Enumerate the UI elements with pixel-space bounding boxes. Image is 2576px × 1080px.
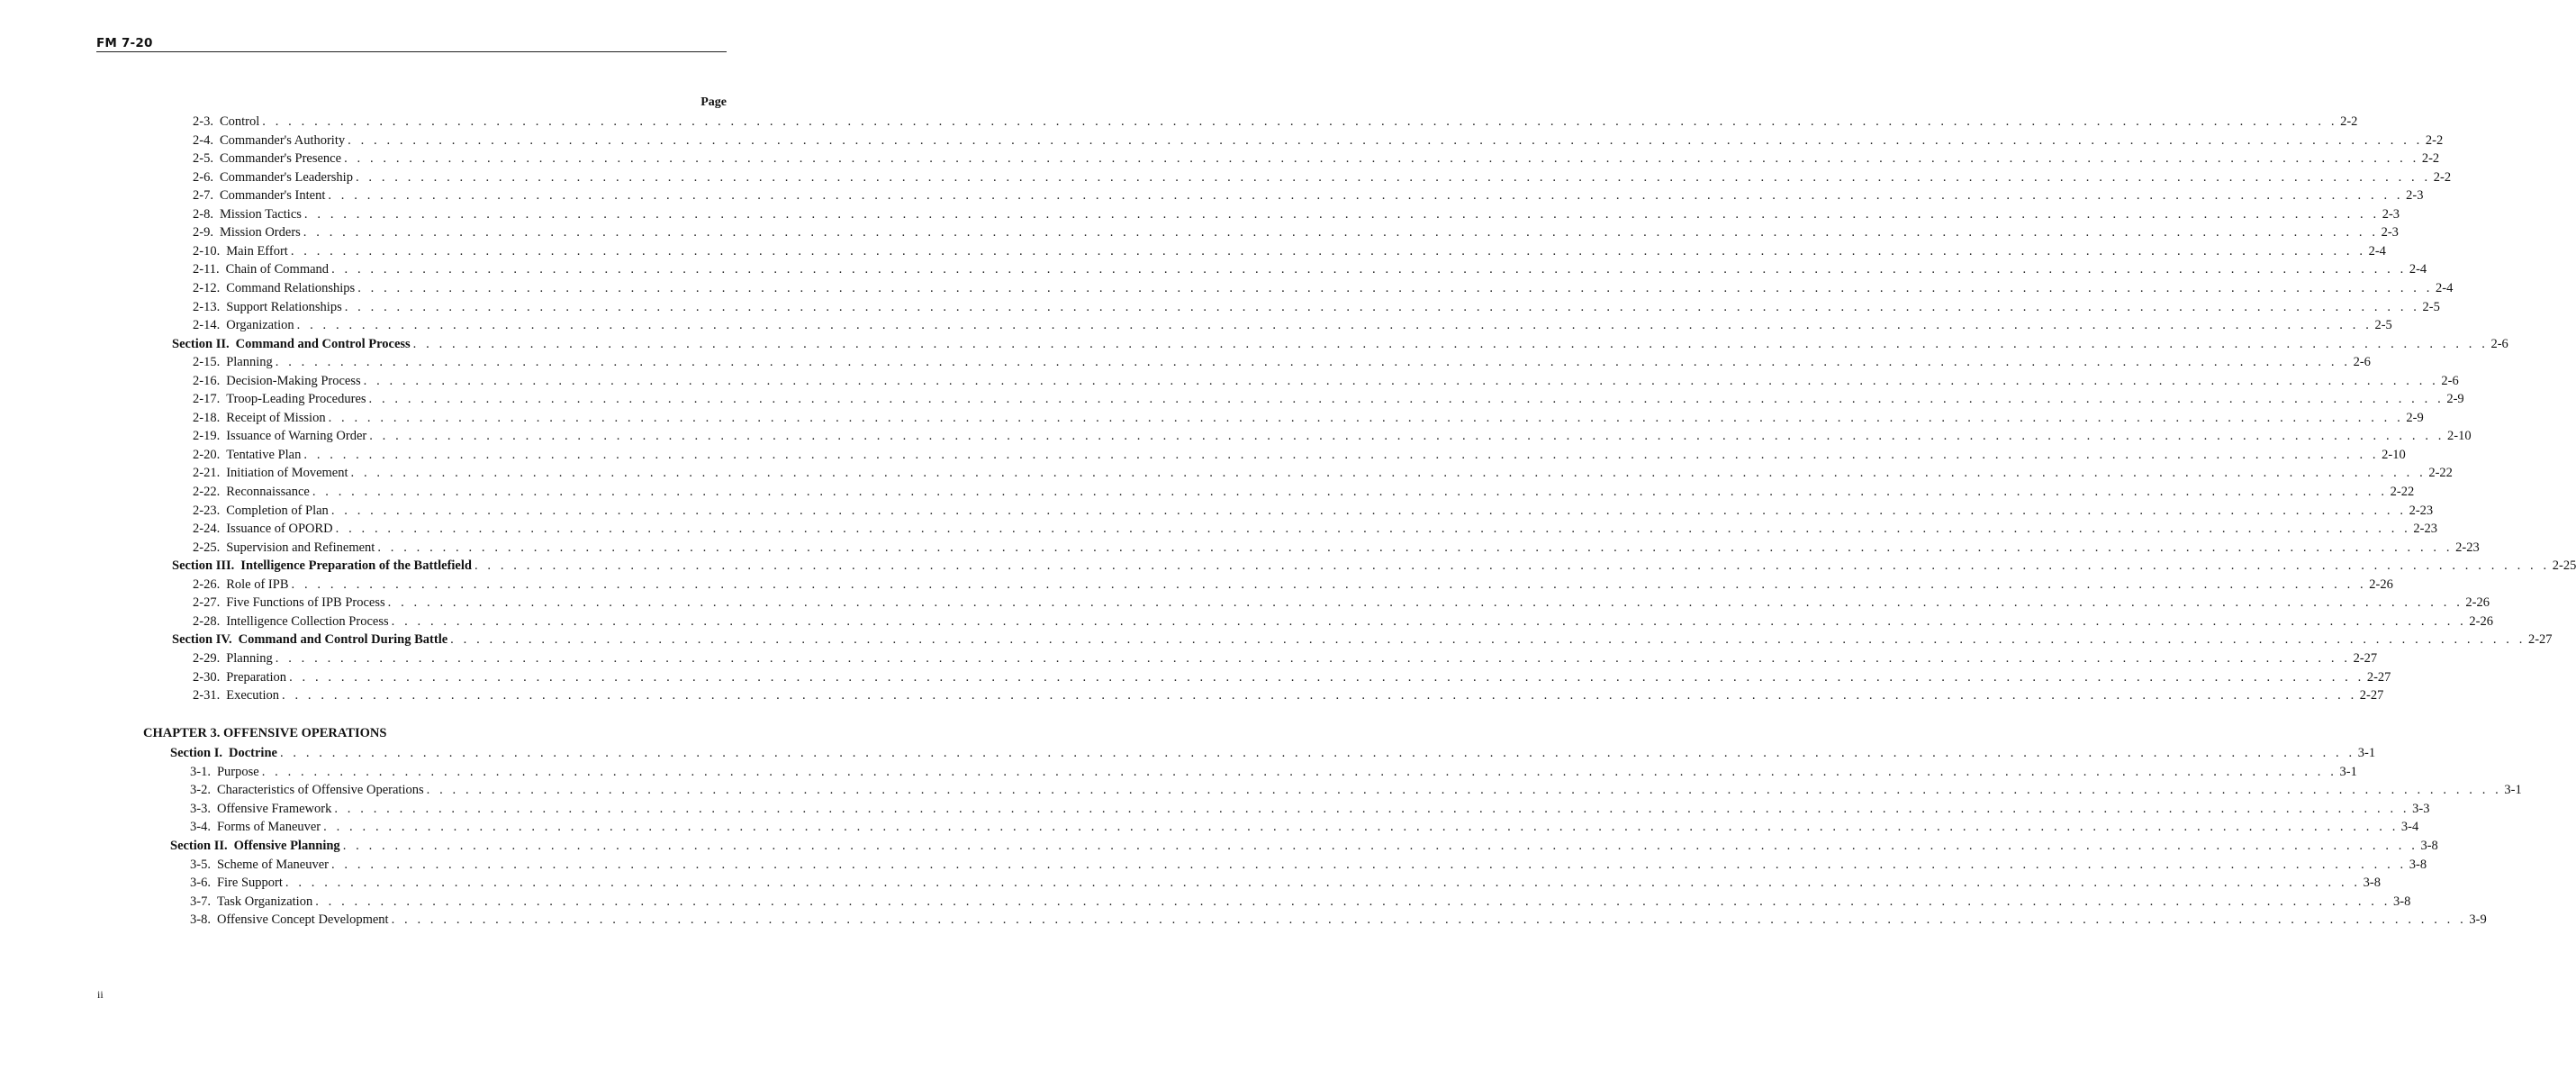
toc-number: 2-23.: [193, 503, 221, 518]
toc-number: 2-17.: [193, 392, 221, 407]
toc-number: 2-21.: [193, 466, 221, 481]
toc-number: 3-6.: [190, 876, 211, 891]
toc-title: Mission Tactics: [219, 206, 302, 222]
toc-number: Section II.: [170, 839, 228, 853]
chapter-heading: CHAPTER 3. OFFENSIVE OPERATIONS: [143, 726, 387, 740]
toc-page-number: 3-8: [2420, 839, 2438, 853]
toc-entry-row: [193, 522, 2437, 540]
toc-page-number: 2-26: [2469, 613, 2493, 629]
toc-number: 2-12.: [193, 280, 221, 295]
toc-entry-row: [193, 613, 2493, 632]
toc-entry-row: [190, 801, 2430, 820]
page-number: ii: [97, 988, 104, 1001]
toc-entry-row: [193, 373, 2459, 392]
dot-leader: . . . . . . . . . . . . . . . . . . . . . . . . . . . . . . . . . . . . . . . . . . . . . . . . . . . . . . . . . . . . . . . . . . . . . . . . . . . . . . . . . . . . . . . . . . . . . . . . . . . . . . . . . . . . . . . . . . . . . . . . . . . . . . . . . . . . . . . . . . . . . . . . . . . . . . . . . . . . . . . .: [312, 485, 2388, 499]
toc-entry-row: [193, 318, 2392, 336]
toc-number: 2-30.: [193, 669, 221, 685]
dot-leader: . . . . . . . . . . . . . . . . . . . . . . . . . . . . . . . . . . . . . . . . . . . . . . . . . . . . . . . . . . . . . . . . . . . . . . . . . . . . . . . . . . . . . . . . . . . . . . . . . . . . . . . . . . . . . . . . . . . . . . . . . . . . . . . . . . . . . . . . . . . . . . . . . . . . . . . . . . . . . . . .: [291, 576, 2367, 592]
toc-entry-row: [190, 894, 2411, 912]
toc-title: Completion of Plan: [226, 503, 329, 518]
toc-number: 2-31.: [193, 688, 221, 703]
toc-number: 2-19.: [193, 429, 221, 444]
toc-number: 2-18.: [193, 410, 221, 425]
toc-entry-row: [193, 447, 2406, 466]
toc-title: Commander's Authority: [219, 132, 346, 148]
toc-entry-row: [193, 114, 2358, 132]
toc-number: 2-8.: [193, 206, 213, 222]
toc-entry-row: [190, 764, 2357, 783]
toc-number: 3-5.: [190, 857, 211, 872]
dot-leader: . . . . . . . . . . . . . . . . . . . . . . . . . . . . . . . . . . . . . . . . . . . . . . . . . . . . . . . . . . . . . . . . . . . . . . . . . . . . . . . . . . . . . . . . . . . . . . . . . . . . . . . . . . . . . . . . . . . . . . . . . . . . . . . . . . . . . . . . . . . . . . . . . . . . . . . . . . . . . . . .: [426, 783, 2502, 798]
toc-page-number: 2-27: [2527, 632, 2553, 648]
toc-page-number: 2-3: [2382, 206, 2400, 222]
toc-page-number: 2-4: [2368, 243, 2386, 259]
dot-leader: . . . . . . . . . . . . . . . . . . . . . . . . . . . . . . . . . . . . . . . . . . . . . . . . . . . . . . . . . . . . . . . . . . . . . . . . . . . . . . . . . . . . . . . . . . . . . . . . . . . . . . . . . . . . . . . . . . . . . . . . . . . . . . . . . . . . . . . . . . . . . . . . . . . . . . . . . . . . . . . .: [334, 801, 2410, 816]
toc-page-number: 2-5: [2422, 299, 2440, 314]
toc-title: Scheme of Maneuver: [216, 857, 329, 872]
toc-page-number: 2-6: [2441, 373, 2459, 388]
toc-number: Section III.: [172, 558, 235, 574]
toc-page-number: 2-3: [2381, 225, 2399, 241]
toc-title: Mission Orders: [219, 225, 301, 241]
toc-number: 2-20.: [193, 447, 221, 462]
dot-leader: . . . . . . . . . . . . . . . . . . . . . . . . . . . . . . . . . . . . . . . . . . . . . . . . . . . . . . . . . . . . . . . . . . . . . . . . . . . . . . . . . . . . . . . . . . . . . . . . . . . . . . . . . . . . . . . . . . . . . . . . . . . . . . . . . . . . . . . . . . . . . . . . . . . . . . . . . . . . . . . .: [348, 132, 2423, 148]
toc-page-number: 2-10: [2382, 447, 2406, 462]
toc-entry-row: [193, 429, 2472, 447]
dot-leader: . . . . . . . . . . . . . . . . . . . . . . . . . . . . . . . . . . . . . . . . . . . . . . . . . . . . . . . . . . . . . . . . . . . . . . . . . . . . . . . . . . . . . . . . . . . . . . . . . . . . . . . . . . . . . . . . . . . . . . . . . . . . . . . . . . . . . . . . . . . . . . . . . . . . . . . . . . . . . . . .: [330, 857, 2407, 872]
toc-title: Decision-Making Process: [226, 373, 361, 388]
dot-leader: . . . . . . . . . . . . . . . . . . . . . . . . . . . . . . . . . . . . . . . . . . . . . . . . . . . . . . . . . . . . . . . . . . . . . . . . . . . . . . . . . . . . . . . . . . . . . . . . . . . . . . . . . . . . . . . . . . . . . . . . . . . . . . . . . . . . . . . . . . . . . . . . . . . . . . . . . . . . . . . .: [342, 839, 2418, 853]
toc-page-number: 2-6: [2353, 355, 2371, 370]
toc-page-number: 3-8: [2392, 894, 2411, 909]
toc-section-row: [170, 746, 2376, 764]
toc-title: Issuance of OPORD: [226, 522, 333, 537]
toc-entry-row: [193, 206, 2400, 225]
toc-title: Support Relationships: [226, 299, 342, 314]
page-column-label: Page: [700, 95, 727, 109]
toc-entry-row: [193, 355, 2371, 373]
toc-title: Offensive Framework: [216, 801, 332, 816]
dot-leader: . . . . . . . . . . . . . . . . . . . . . . . . . . . . . . . . . . . . . . . . . . . . . . . . . . . . . . . . . . . . . . . . . . . . . . . . . . . . . . . . . . . . . . . . . . . . . . . . . . . . . . . . . . . . . . . . . . . . . . . . . . . . . . . . . . . . . . . . . . . . . . . . . . . . . . . . . . . . . . . .: [391, 912, 2467, 928]
dot-leader: . . . . . . . . . . . . . . . . . . . . . . . . . . . . . . . . . . . . . . . . . . . . . . . . . . . . . . . . . . . . . . . . . . . . . . . . . . . . . . . . . . . . . . . . . . . . . . . . . . . . . . . . . . . . . . . . . . . . . . . . . . . . . . . . . . . . . . . . . . . . . . . . . . . . . . . . . . . . . . . .: [387, 595, 2463, 611]
toc-number: 2-22.: [193, 485, 221, 499]
toc-number: 2-13.: [193, 299, 221, 314]
toc-page-number: 2-26: [2465, 595, 2490, 611]
toc-section-row: [172, 558, 2576, 576]
dot-leader: . . . . . . . . . . . . . . . . . . . . . . . . . . . . . . . . . . . . . . . . . . . . . . . . . . . . . . . . . . . . . . . . . . . . . . . . . . . . . . . . . . . . . . . . . . . . . . . . . . . . . . . . . . . . . . . . . . . . . . . . . . . . . . . . . . . . . . . . . . . . . . . . . . . . . . . . . . . . . . . .: [315, 894, 2391, 909]
toc-title: Main Effort: [226, 243, 288, 259]
toc-number: Section II.: [172, 336, 230, 351]
toc-title: Forms of Maneuver: [216, 820, 321, 835]
toc-page-number: 2-6: [2490, 336, 2508, 351]
toc-section-row: [172, 632, 2553, 650]
toc-entry-row: [190, 876, 2381, 894]
toc-title: Command and Control During Battle: [238, 632, 448, 648]
toc-page-number: 2-4: [2435, 280, 2454, 295]
toc-title: Execution: [226, 688, 280, 703]
dot-leader: . . . . . . . . . . . . . . . . . . . . . . . . . . . . . . . . . . . . . . . . . . . . . . . . . . . . . . . . . . . . . . . . . . . . . . . . . . . . . . . . . . . . . . . . . . . . . . . . . . . . . . . . . . . . . . . . . . . . . . . . . . . . . . . . . . . . . . . . . . . . . . . . . . . . . . . . . . . . . . . .: [357, 280, 2433, 295]
toc-title: Task Organization: [216, 894, 313, 909]
dot-leader: . . . . . . . . . . . . . . . . . . . . . . . . . . . . . . . . . . . . . . . . . . . . . . . . . . . . . . . . . . . . . . . . . . . . . . . . . . . . . . . . . . . . . . . . . . . . . . . . . . . . . . . . . . . . . . . . . . . . . . . . . . . . . . . . . . . . . . . . . . . . . . . . . . . . . . . . . . . . . . . .: [285, 876, 2361, 891]
toc-entry-row: [193, 669, 2391, 688]
toc-page-number: 3-9: [2469, 912, 2487, 928]
toc-page-number: 3-8: [2409, 857, 2427, 872]
dot-leader: . . . . . . . . . . . . . . . . . . . . . . . . . . . . . . . . . . . . . . . . . . . . . . . . . . . . . . . . . . . . . . . . . . . . . . . . . . . . . . . . . . . . . . . . . . . . . . . . . . . . . . . . . . . . . . . . . . . . . . . . . . . . . . . . . . . . . . . . . . . . . . . . . . . . . . . . . . . . . . . .: [262, 114, 2338, 129]
dot-leader: . . . . . . . . . . . . . . . . . . . . . . . . . . . . . . . . . . . . . . . . . . . . . . . . . . . . . . . . . . . . . . . . . . . . . . . . . . . . . . . . . . . . . . . . . . . . . . . . . . . . . . . . . . . . . . . . . . . . . . . . . . . . . . . . . . . . . . . . . . . . . . . . . . . . . . . . . . . . . . . .: [290, 243, 2366, 259]
toc-number: 3-1.: [190, 764, 211, 779]
toc-number: 2-7.: [193, 188, 213, 204]
toc-title: Receipt of Mission: [226, 410, 326, 425]
toc-entry-row: [193, 688, 2384, 706]
toc-entry-row: [190, 912, 2487, 930]
toc-number: 2-29.: [193, 650, 221, 666]
toc-title: Fire Support: [216, 876, 283, 891]
toc-entry-row: [193, 595, 2490, 613]
dot-leader: . . . . . . . . . . . . . . . . . . . . . . . . . . . . . . . . . . . . . . . . . . . . . . . . . . . . . . . . . . . . . . . . . . . . . . . . . . . . . . . . . . . . . . . . . . . . . . . . . . . . . . . . . . . . . . . . . . . . . . . . . . . . . . . . . . . . . . . . . . . . . . . . . . . . . . . . . . . . . . . .: [412, 336, 2489, 351]
toc-title: Control: [219, 114, 260, 129]
dot-leader: . . . . . . . . . . . . . . . . . . . . . . . . . . . . . . . . . . . . . . . . . . . . . . . . . . . . . . . . . . . . . . . . . . . . . . . . . . . . . . . . . . . . . . . . . . . . . . . . . . . . . . . . . . . . . . . . . . . . . . . . . . . . . . . . . . . . . . . . . . . . . . . . . . . . . . . . . . . . . . . .: [261, 764, 2337, 779]
toc-title: Five Functions of IPB Process: [226, 595, 385, 611]
dot-leader: . . . . . . . . . . . . . . . . . . . . . . . . . . . . . . . . . . . . . . . . . . . . . . . . . . . . . . . . . . . . . . . . . . . . . . . . . . . . . . . . . . . . . . . . . . . . . . . . . . . . . . . . . . . . . . . . . . . . . . . . . . . . . . . . . . . . . . . . . . . . . . . . . . . . . . . . . . . . . . . .: [275, 355, 2351, 370]
toc-title: Tentative Plan: [226, 447, 302, 462]
toc-entry-row: [193, 243, 2386, 262]
toc-number: 3-3.: [190, 801, 211, 816]
toc-number: 3-8.: [190, 912, 211, 928]
toc-page-number: 2-27: [2366, 669, 2391, 685]
header-rule: [96, 51, 727, 52]
dot-leader: . . . . . . . . . . . . . . . . . . . . . . . . . . . . . . . . . . . . . . . . . . . . . . . . . . . . . . . . . . . . . . . . . . . . . . . . . . . . . . . . . . . . . . . . . . . . . . . . . . . . . . . . . . . . . . . . . . . . . . . . . . . . . . . . . . . . . . . . . . . . . . . . . . . . . . . . . . . . . . . .: [328, 188, 2404, 204]
toc-number: 2-15.: [193, 355, 221, 370]
toc-number: 2-6.: [193, 169, 213, 185]
dot-leader: . . . . . . . . . . . . . . . . . . . . . . . . . . . . . . . . . . . . . . . . . . . . . . . . . . . . . . . . . . . . . . . . . . . . . . . . . . . . . . . . . . . . . . . . . . . . . . . . . . . . . . . . . . . . . . . . . . . . . . . . . . . . . . . . . . . . . . . . . . . . . . . . . . . . . . . . . . . . . . . .: [377, 540, 2454, 555]
toc-page-number: 2-23: [2455, 540, 2480, 555]
toc-entry-row: [193, 132, 2444, 151]
toc-entry-row: [193, 410, 2424, 429]
toc-entry-row: [190, 820, 2419, 838]
toc-page-number: 2-27: [2359, 688, 2384, 703]
toc-page-number: 2-5: [2374, 318, 2392, 333]
toc-page-number: 2-2: [2340, 114, 2358, 129]
toc-page-number: 3-1: [2339, 764, 2357, 779]
toc-number: 2-14.: [193, 318, 221, 333]
dot-leader: . . . . . . . . . . . . . . . . . . . . . . . . . . . . . . . . . . . . . . . . . . . . . . . . . . . . . . . . . . . . . . . . . . . . . . . . . . . . . . . . . . . . . . . . . . . . . . . . . . . . . . . . . . . . . . . . . . . . . . . . . . . . . . . . . . . . . . . . . . . . . . . . . . . . . . . . . . . . . . . .: [344, 299, 2420, 314]
dot-leader: . . . . . . . . . . . . . . . . . . . . . . . . . . . . . . . . . . . . . . . . . . . . . . . . . . . . . . . . . . . . . . . . . . . . . . . . . . . . . . . . . . . . . . . . . . . . . . . . . . . . . . . . . . . . . . . . . . . . . . . . . . . . . . . . . . . . . . . . . . . . . . . . . . . . . . . . . . . . . . . .: [289, 669, 2364, 685]
toc-number: 3-4.: [190, 820, 211, 835]
toc-number: 2-24.: [193, 522, 221, 537]
toc-section-row: [170, 839, 2438, 857]
dot-leader: . . . . . . . . . . . . . . . . . . . . . . . . . . . . . . . . . . . . . . . . . . . . . . . . . . . . . . . . . . . . . . . . . . . . . . . . . . . . . . . . . . . . . . . . . . . . . . . . . . . . . . . . . . . . . . . . . . . . . . . . . . . . . . . . . . . . . . . . . . . . . . . . . . . . . . . . . . . . . . . .: [328, 410, 2404, 425]
toc-entry-row: [193, 169, 2452, 188]
toc-title: Planning: [226, 355, 273, 370]
toc-title: Purpose: [216, 764, 259, 779]
toc-title: Intelligence Preparation of the Battlefield: [240, 558, 472, 574]
dot-leader: . . . . . . . . . . . . . . . . . . . . . . . . . . . . . . . . . . . . . . . . . . . . . . . . . . . . . . . . . . . . . . . . . . . . . . . . . . . . . . . . . . . . . . . . . . . . . . . . . . . . . . . . . . . . . . . . . . . . . . . . . . . . . . . . . . . . . . . . . . . . . . . . . . . . . . . . . . . . . . . .: [303, 206, 2380, 222]
dot-leader: . . . . . . . . . . . . . . . . . . . . . . . . . . . . . . . . . . . . . . . . . . . . . . . . . . . . . . . . . . . . . . . . . . . . . . . . . . . . . . . . . . . . . . . . . . . . . . . . . . . . . . . . . . . . . . . . . . . . . . . . . . . . . . . . . . . . . . . . . . . . . . . . . . . . . . . . . . . . . . . .: [331, 262, 2407, 277]
toc-entry-row: [190, 857, 2427, 876]
toc-number: 2-25.: [193, 540, 221, 555]
toc-page-number: 2-27: [2353, 650, 2378, 666]
toc-page-number: 2-22: [2390, 485, 2415, 499]
toc-number: Section IV.: [172, 632, 232, 648]
toc-page-number: 2-9: [2446, 392, 2464, 407]
document-id: FM 7-20: [96, 36, 153, 50]
dot-leader: . . . . . . . . . . . . . . . . . . . . . . . . . . . . . . . . . . . . . . . . . . . . . . . . . . . . . . . . . . . . . . . . . . . . . . . . . . . . . . . . . . . . . . . . . . . . . . . . . . . . . . . . . . . . . . . . . . . . . . . . . . . . . . . . . . . . . . . . . . . . . . . . . . . . . . . . . . . . . . . .: [279, 746, 2355, 760]
toc-title: Reconnaissance: [226, 485, 310, 499]
toc-page-number: 3-4: [2400, 820, 2419, 835]
toc-entry-row: [193, 299, 2440, 318]
toc-number: 2-28.: [193, 613, 221, 629]
dot-leader: . . . . . . . . . . . . . . . . . . . . . . . . . . . . . . . . . . . . . . . . . . . . . . . . . . . . . . . . . . . . . . . . . . . . . . . . . . . . . . . . . . . . . . . . . . . . . . . . . . . . . . . . . . . . . . . . . . . . . . . . . . . . . . . . . . . . . . . . . . . . . . . . . . . . . . . . . . . . . . . .: [335, 522, 2411, 537]
toc-page-number: 2-25: [2552, 558, 2576, 574]
dot-leader: . . . . . . . . . . . . . . . . . . . . . . . . . . . . . . . . . . . . . . . . . . . . . . . . . . . . . . . . . . . . . . . . . . . . . . . . . . . . . . . . . . . . . . . . . . . . . . . . . . . . . . . . . . . . . . . . . . . . . . . . . . . . . . . . . . . . . . . . . . . . . . . . . . . . . . . . . . . . . . . .: [391, 613, 2467, 629]
toc-title: Command Relationships: [226, 280, 356, 295]
toc-page-number: 2-2: [2425, 132, 2444, 148]
toc-title: Intelligence Collection Process: [226, 613, 389, 629]
toc-title: Commander's Intent: [219, 188, 326, 204]
toc-title: Command and Control Process: [235, 336, 411, 351]
toc-page-number: 2-22: [2428, 466, 2453, 481]
toc-page-number: 3-3: [2412, 801, 2430, 816]
toc-section-row: [172, 336, 2508, 355]
toc-title: Troop-Leading Procedures: [226, 392, 366, 407]
toc-number: Section I.: [170, 746, 222, 760]
toc-number: 2-10.: [193, 243, 221, 259]
toc-page-number: 2-2: [2433, 169, 2452, 185]
dot-leader: . . . . . . . . . . . . . . . . . . . . . . . . . . . . . . . . . . . . . . . . . . . . . . . . . . . . . . . . . . . . . . . . . . . . . . . . . . . . . . . . . . . . . . . . . . . . . . . . . . . . . . . . . . . . . . . . . . . . . . . . . . . . . . . . . . . . . . . . . . . . . . . . . . . . . . . . . . . . . . . .: [474, 558, 2550, 574]
toc-entry-row: [193, 262, 2427, 280]
dot-leader: . . . . . . . . . . . . . . . . . . . . . . . . . . . . . . . . . . . . . . . . . . . . . . . . . . . . . . . . . . . . . . . . . . . . . . . . . . . . . . . . . . . . . . . . . . . . . . . . . . . . . . . . . . . . . . . . . . . . . . . . . . . . . . . . . . . . . . . . . . . . . . . . . . . . . . . . . . . . . . . .: [450, 632, 2526, 648]
dot-leader: . . . . . . . . . . . . . . . . . . . . . . . . . . . . . . . . . . . . . . . . . . . . . . . . . . . . . . . . . . . . . . . . . . . . . . . . . . . . . . . . . . . . . . . . . . . . . . . . . . . . . . . . . . . . . . . . . . . . . . . . . . . . . . . . . . . . . . . . . . . . . . . . . . . . . . . . . . . . . . . .: [323, 820, 2399, 835]
dot-leader: . . . . . . . . . . . . . . . . . . . . . . . . . . . . . . . . . . . . . . . . . . . . . . . . . . . . . . . . . . . . . . . . . . . . . . . . . . . . . . . . . . . . . . . . . . . . . . . . . . . . . . . . . . . . . . . . . . . . . . . . . . . . . . . . . . . . . . . . . . . . . . . . . . . . . . . . . . . . . . . .: [282, 688, 2357, 703]
toc-entry-row: [193, 392, 2464, 410]
toc-page-number: 2-23: [2409, 503, 2434, 518]
toc-page-number: 3-8: [2363, 876, 2381, 891]
dot-leader: . . . . . . . . . . . . . . . . . . . . . . . . . . . . . . . . . . . . . . . . . . . . . . . . . . . . . . . . . . . . . . . . . . . . . . . . . . . . . . . . . . . . . . . . . . . . . . . . . . . . . . . . . . . . . . . . . . . . . . . . . . . . . . . . . . . . . . . . . . . . . . . . . . . . . . . . . . . . . . . .: [303, 225, 2379, 241]
toc-title: Organization: [226, 318, 294, 333]
toc-entry-row: [190, 783, 2522, 801]
toc-title: Issuance of Warning Order: [226, 429, 367, 444]
toc-title: Role of IPB: [226, 576, 289, 592]
toc-title: Offensive Concept Development: [216, 912, 389, 928]
toc-title: Chain of Command: [225, 262, 330, 277]
toc-number: 2-11.: [193, 262, 220, 277]
toc-entry-row: [193, 650, 2378, 669]
dot-leader: . . . . . . . . . . . . . . . . . . . . . . . . . . . . . . . . . . . . . . . . . . . . . . . . . . . . . . . . . . . . . . . . . . . . . . . . . . . . . . . . . . . . . . . . . . . . . . . . . . . . . . . . . . . . . . . . . . . . . . . . . . . . . . . . . . . . . . . . . . . . . . . . . . . . . . . . . . . . . . . .: [303, 447, 2380, 462]
toc-page-number: 2-9: [2406, 410, 2424, 425]
dot-leader: . . . . . . . . . . . . . . . . . . . . . . . . . . . . . . . . . . . . . . . . . . . . . . . . . . . . . . . . . . . . . . . . . . . . . . . . . . . . . . . . . . . . . . . . . . . . . . . . . . . . . . . . . . . . . . . . . . . . . . . . . . . . . . . . . . . . . . . . . . . . . . . . . . . . . . . . . . . . . . . .: [368, 392, 2445, 407]
toc-title: Supervision and Refinement: [226, 540, 375, 555]
dot-leader: . . . . . . . . . . . . . . . . . . . . . . . . . . . . . . . . . . . . . . . . . . . . . . . . . . . . . . . . . . . . . . . . . . . . . . . . . . . . . . . . . . . . . . . . . . . . . . . . . . . . . . . . . . . . . . . . . . . . . . . . . . . . . . . . . . . . . . . . . . . . . . . . . . . . . . . . . . . . . . . .: [355, 169, 2431, 185]
dot-leader: . . . . . . . . . . . . . . . . . . . . . . . . . . . . . . . . . . . . . . . . . . . . . . . . . . . . . . . . . . . . . . . . . . . . . . . . . . . . . . . . . . . . . . . . . . . . . . . . . . . . . . . . . . . . . . . . . . . . . . . . . . . . . . . . . . . . . . . . . . . . . . . . . . . . . . . . . . . . . . . .: [330, 503, 2407, 518]
toc-page-number: 3-1: [2357, 746, 2376, 760]
toc-entry-row: [193, 485, 2415, 503]
toc-number: 3-2.: [190, 783, 211, 798]
toc-title: Characteristics of Offensive Operations: [216, 783, 424, 798]
toc-page-number: 3-1: [2504, 783, 2522, 798]
toc-entry-row: [193, 576, 2393, 595]
toc-entry-row: [193, 466, 2453, 484]
toc-number: 2-3.: [193, 114, 213, 129]
dot-leader: . . . . . . . . . . . . . . . . . . . . . . . . . . . . . . . . . . . . . . . . . . . . . . . . . . . . . . . . . . . . . . . . . . . . . . . . . . . . . . . . . . . . . . . . . . . . . . . . . . . . . . . . . . . . . . . . . . . . . . . . . . . . . . . . . . . . . . . . . . . . . . . . . . . . . . . . . . . . . . . .: [363, 373, 2439, 388]
toc-page-number: 2-26: [2369, 576, 2393, 592]
toc-number: 3-7.: [190, 894, 211, 909]
dot-leader: . . . . . . . . . . . . . . . . . . . . . . . . . . . . . . . . . . . . . . . . . . . . . . . . . . . . . . . . . . . . . . . . . . . . . . . . . . . . . . . . . . . . . . . . . . . . . . . . . . . . . . . . . . . . . . . . . . . . . . . . . . . . . . . . . . . . . . . . . . . . . . . . . . . . . . . . . . . . . . . .: [344, 151, 2419, 167]
toc-page-number: 2-2: [2421, 151, 2440, 167]
toc-title: Initiation of Movement: [226, 466, 348, 481]
dot-leader: . . . . . . . . . . . . . . . . . . . . . . . . . . . . . . . . . . . . . . . . . . . . . . . . . . . . . . . . . . . . . . . . . . . . . . . . . . . . . . . . . . . . . . . . . . . . . . . . . . . . . . . . . . . . . . . . . . . . . . . . . . . . . . . . . . . . . . . . . . . . . . . . . . . . . . . . . . . . . . . .: [369, 429, 2445, 444]
toc-entry-row: [193, 188, 2424, 206]
toc-title: Doctrine: [229, 746, 277, 760]
toc-title: Commander's Leadership: [219, 169, 353, 185]
toc-entry-row: [193, 540, 2480, 558]
toc-number: 2-16.: [193, 373, 221, 388]
dot-leader: . . . . . . . . . . . . . . . . . . . . . . . . . . . . . . . . . . . . . . . . . . . . . . . . . . . . . . . . . . . . . . . . . . . . . . . . . . . . . . . . . . . . . . . . . . . . . . . . . . . . . . . . . . . . . . . . . . . . . . . . . . . . . . . . . . . . . . . . . . . . . . . . . . . . . . . . . . . . . . . .: [350, 466, 2427, 481]
toc-page-number: 2-3: [2406, 188, 2424, 204]
toc-number: 2-9.: [193, 225, 213, 241]
toc-title: Planning: [226, 650, 273, 666]
toc-page-number: 2-4: [2409, 262, 2427, 277]
toc-number: 2-4.: [193, 132, 213, 148]
toc-title: Commander's Presence: [219, 151, 342, 167]
toc-entry-row: [193, 151, 2440, 169]
toc-number: 2-26.: [193, 576, 221, 592]
toc-entry-row: [193, 225, 2399, 243]
toc-number: 2-27.: [193, 595, 221, 611]
dot-leader: . . . . . . . . . . . . . . . . . . . . . . . . . . . . . . . . . . . . . . . . . . . . . . . . . . . . . . . . . . . . . . . . . . . . . . . . . . . . . . . . . . . . . . . . . . . . . . . . . . . . . . . . . . . . . . . . . . . . . . . . . . . . . . . . . . . . . . . . . . . . . . . . . . . . . . . . . . . . . . . .: [275, 650, 2351, 666]
toc-title: Preparation: [226, 669, 287, 685]
toc-page-number: 2-23: [2413, 522, 2437, 537]
toc-entry-row: [193, 503, 2434, 522]
toc-page-number: 2-10: [2447, 429, 2472, 444]
toc-number: 2-5.: [193, 151, 213, 167]
toc-title: Offensive Planning: [233, 839, 340, 853]
dot-leader: . . . . . . . . . . . . . . . . . . . . . . . . . . . . . . . . . . . . . . . . . . . . . . . . . . . . . . . . . . . . . . . . . . . . . . . . . . . . . . . . . . . . . . . . . . . . . . . . . . . . . . . . . . . . . . . . . . . . . . . . . . . . . . . . . . . . . . . . . . . . . . . . . . . . . . . . . . . . . . . .: [296, 318, 2373, 333]
toc-entry-row: [193, 280, 2454, 299]
